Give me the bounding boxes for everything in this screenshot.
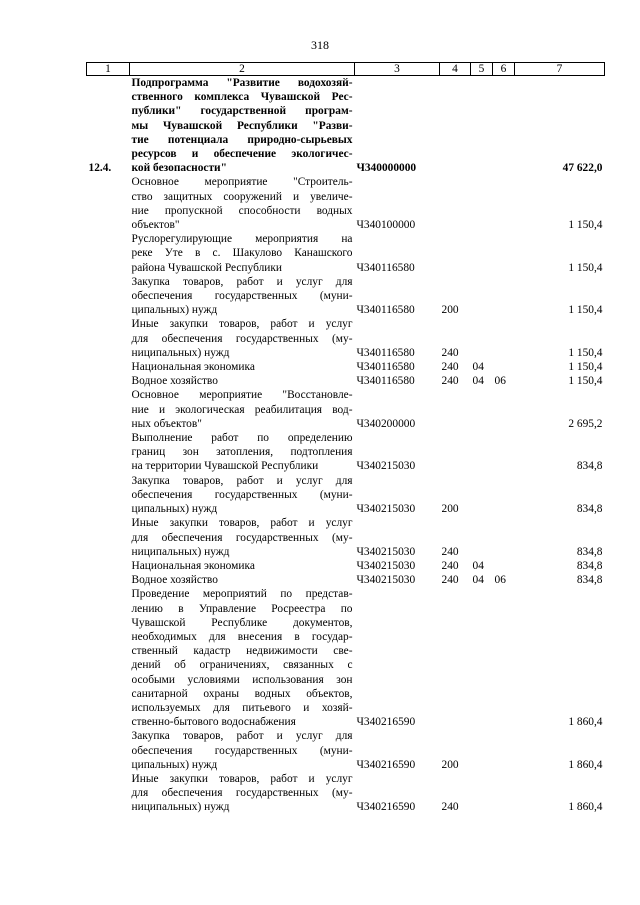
column-header-3: 3 [355,63,440,76]
target-article-code: Ч340200000 [356,417,416,430]
page-number: 318 [311,38,329,52]
target-article-code: Ч340216590 [356,758,416,771]
table-row [87,232,605,275]
section-number [87,431,130,474]
table-row [87,360,605,374]
description-line: обеспечения государственных (муни- [131,290,353,303]
amount: 1 150,4 [568,375,603,388]
target-article-code: Ч340116580 [356,346,415,359]
subsection-code [493,360,515,374]
description-line: ниципальных) нужд [131,545,230,558]
description-line: санитарной охраны водных объектов, [131,687,353,700]
subsection-code [493,729,515,772]
column-header-row [87,63,605,76]
description-line: дений об ограничениях, связанных с [131,659,353,672]
table-row [87,275,605,318]
amount: 834,8 [576,559,603,572]
section-code [471,587,493,729]
section-code: 04 [472,361,484,374]
description-line: ресурсов и обеспечение экологичес- [131,148,353,161]
description-line: кой безопасности" [131,162,227,175]
expense-type-code: 240 [441,801,459,814]
target-article-code: Ч340215030 [356,559,416,572]
description-line: Водное хозяйство [131,375,218,388]
section-number [87,317,130,360]
table-row [87,772,605,815]
amount: 834,8 [576,574,603,587]
subsection-code [493,175,515,232]
description-line: Национальная экономика [131,559,255,572]
section-code [471,516,493,559]
row-description [130,587,355,729]
subsection-code [493,232,515,275]
section-code [471,772,493,815]
expense-type-code: 200 [441,304,459,317]
row-description [130,573,355,587]
section-number [87,360,130,374]
description-line: обеспечения государственных (муни- [131,744,353,757]
section-code [471,388,493,431]
row-description [130,175,355,232]
target-article-code: Ч340116580 [356,361,415,374]
description-line: Водное хозяйство [131,574,218,587]
section-number [87,516,130,559]
amount: 1 150,4 [568,261,603,274]
amount: 1 150,4 [568,219,603,232]
expense-type-code [440,76,471,176]
section-number: 12.4. [88,162,112,175]
description-line: ципальных) нужд [131,304,218,317]
column-header-6: 6 [493,63,515,76]
section-code [471,317,493,360]
subsection-code [493,516,515,559]
expense-type-code [440,175,471,232]
description-line: тие потенциала природно-сырьевых [131,133,353,146]
target-article-code: Ч340215030 [356,545,416,558]
amount: 1 860,4 [568,801,603,814]
table-row [87,388,605,431]
amount: 1 860,4 [568,716,603,729]
table-row [87,587,605,729]
section-code [471,232,493,275]
amount: 834,8 [576,545,603,558]
subsection-code [493,587,515,729]
description-line: Чувашской Республике документов, [131,616,353,629]
row-description [130,232,355,275]
table-row [87,516,605,559]
target-article-code: Ч340000000 [356,162,417,175]
subsection-code: 06 [494,574,506,587]
description-line: ние и экологическая реабилитация вод- [131,403,353,416]
description-line: для обеспечения государственных (му- [131,531,353,544]
section-number [87,474,130,517]
table-row [87,729,605,772]
row-description [130,474,355,517]
section-code [471,275,493,318]
description-line: ственно-бытового водоснабжения [131,716,296,729]
section-code [471,474,493,517]
table-row [87,559,605,573]
amount: 2 695,2 [568,417,603,430]
description-line: Выполнение работ по определению [131,432,353,445]
section-number [87,374,130,388]
subsection-code [493,317,515,360]
table-row [87,573,605,587]
row-description [130,772,355,815]
subsection-code [493,474,515,517]
subsection-code [493,388,515,431]
table-row [87,374,605,388]
column-header-1: 1 [87,63,130,76]
amount: 834,8 [576,460,603,473]
description-line: ственного комплекса Чувашской Рес- [131,91,353,104]
section-number [87,772,130,815]
description-line: особыми условиями использования зон [131,673,353,686]
description-line: Основное мероприятие "Восстановле- [131,389,353,402]
section-number [87,573,130,587]
budget-table [86,62,605,815]
target-article-code: Ч340100000 [356,219,416,232]
description-line: Закупка товаров, работ и услуг для [131,730,353,743]
amount: 1 150,4 [568,361,603,374]
expense-type-code: 200 [441,503,459,516]
description-line: Руслорегулирующие мероприятия на [131,233,353,246]
description-line: Национальная экономика [131,361,255,374]
target-article-code: Ч340216590 [356,716,416,729]
description-line: Подпрограмма "Развитие водохозяй- [131,77,353,89]
expense-type-code: 240 [441,361,459,374]
description-line: публики" государственной програм- [131,105,353,118]
table-row [87,317,605,360]
section-number [87,175,130,232]
description-line: ципальных) нужд [131,503,218,516]
amount: 47 622,0 [562,162,603,175]
section-number [87,232,130,275]
expense-type-code [440,232,471,275]
section-code: 04 [472,574,484,587]
target-article-code: Ч340216590 [356,801,416,814]
description-line: Иные закупки товаров, работ и услуг [131,517,353,530]
expense-type-code: 240 [441,545,459,558]
target-article-code: Ч340215030 [356,503,416,516]
subsection-code [493,431,515,474]
expense-type-code: 200 [441,758,459,771]
subsection-code [493,275,515,318]
row-description [130,388,355,431]
section-code [471,76,493,176]
description-line: ственный кадастр недвижимости све- [131,645,353,658]
description-line: для обеспечения государственных (му- [131,787,353,800]
section-number [87,388,130,431]
description-line: ных объектов" [131,417,202,430]
description-line: ниципальных) нужд [131,346,230,359]
section-number [87,559,130,573]
section-code [471,431,493,474]
description-line: ниципальных) нужд [131,801,230,814]
row-description [130,516,355,559]
expense-type-code: 240 [441,346,459,359]
target-article-code: Ч340116580 [356,261,415,274]
description-line: Проведение мероприятий по представ- [131,588,353,601]
expense-type-code: 240 [441,375,459,388]
description-line: реке Уте в с. Шакулово Канашского [131,247,353,260]
target-article-code: Ч340215030 [356,460,416,473]
amount: 834,8 [576,503,603,516]
expense-type-code [440,431,471,474]
description-line: лению в Управление Росреестра по [131,602,353,615]
table-row [87,175,605,232]
description-line: границ зон затопления, подтопления [131,446,353,459]
table-row [87,76,605,176]
table-row [87,474,605,517]
section-code [471,729,493,772]
subsection-code [493,772,515,815]
description-line: обеспечения государственных (муни- [131,488,353,501]
description-line: Иные закупки товаров, работ и услуг [131,318,353,331]
expense-type-code: 240 [441,574,459,587]
subsection-code [493,76,515,176]
amount: 1 860,4 [568,758,603,771]
description-line: Закупка товаров, работ и услуг для [131,275,353,288]
description-line: объектов" [131,219,180,232]
description-line: ние пропускной способности водных [131,204,353,217]
expense-type-code [440,388,471,431]
description-line: на территории Чувашской Республики [131,460,319,473]
column-header-7: 7 [515,63,605,76]
expense-type-code [440,587,471,729]
subsection-code [493,559,515,573]
row-description [130,360,355,374]
row-description [130,729,355,772]
section-code: 04 [472,375,484,388]
amount: 1 150,4 [568,304,603,317]
description-line: для обеспечения государственных (му- [131,332,353,345]
table-row [87,431,605,474]
target-article-code: Ч340116580 [356,375,415,388]
column-header-5: 5 [471,63,493,76]
row-description [130,559,355,573]
section-code: 04 [472,559,484,572]
row-description [130,374,355,388]
row-description [130,431,355,474]
amount: 1 150,4 [568,346,603,359]
row-description [130,317,355,360]
target-article-code: Ч340215030 [356,574,416,587]
description-line: необходимых для внесения в государ- [131,630,353,643]
description-line: мы Чувашской Республики "Разви- [131,119,353,132]
expense-type-code: 240 [441,559,459,572]
target-article-code: Ч340116580 [356,304,415,317]
description-line: используемых для питьевого и хозяй- [131,701,353,714]
subsection-code: 06 [494,375,506,388]
section-number [87,729,130,772]
description-line: Закупка товаров, работ и услуг для [131,474,353,487]
section-number [87,587,130,729]
column-header-2: 2 [130,63,355,76]
column-header-4: 4 [440,63,471,76]
section-number [87,275,130,318]
description-line: Иные закупки товаров, работ и услуг [131,772,353,785]
row-description [130,76,355,176]
row-description [130,275,355,318]
description-line: ципальных) нужд [131,758,218,771]
section-code [471,175,493,232]
description-line: Основное мероприятие "Строитель- [131,176,353,189]
description-line: ство защитных сооружений и увеличе- [131,190,353,203]
description-line: района Чувашской Республики [131,261,282,274]
